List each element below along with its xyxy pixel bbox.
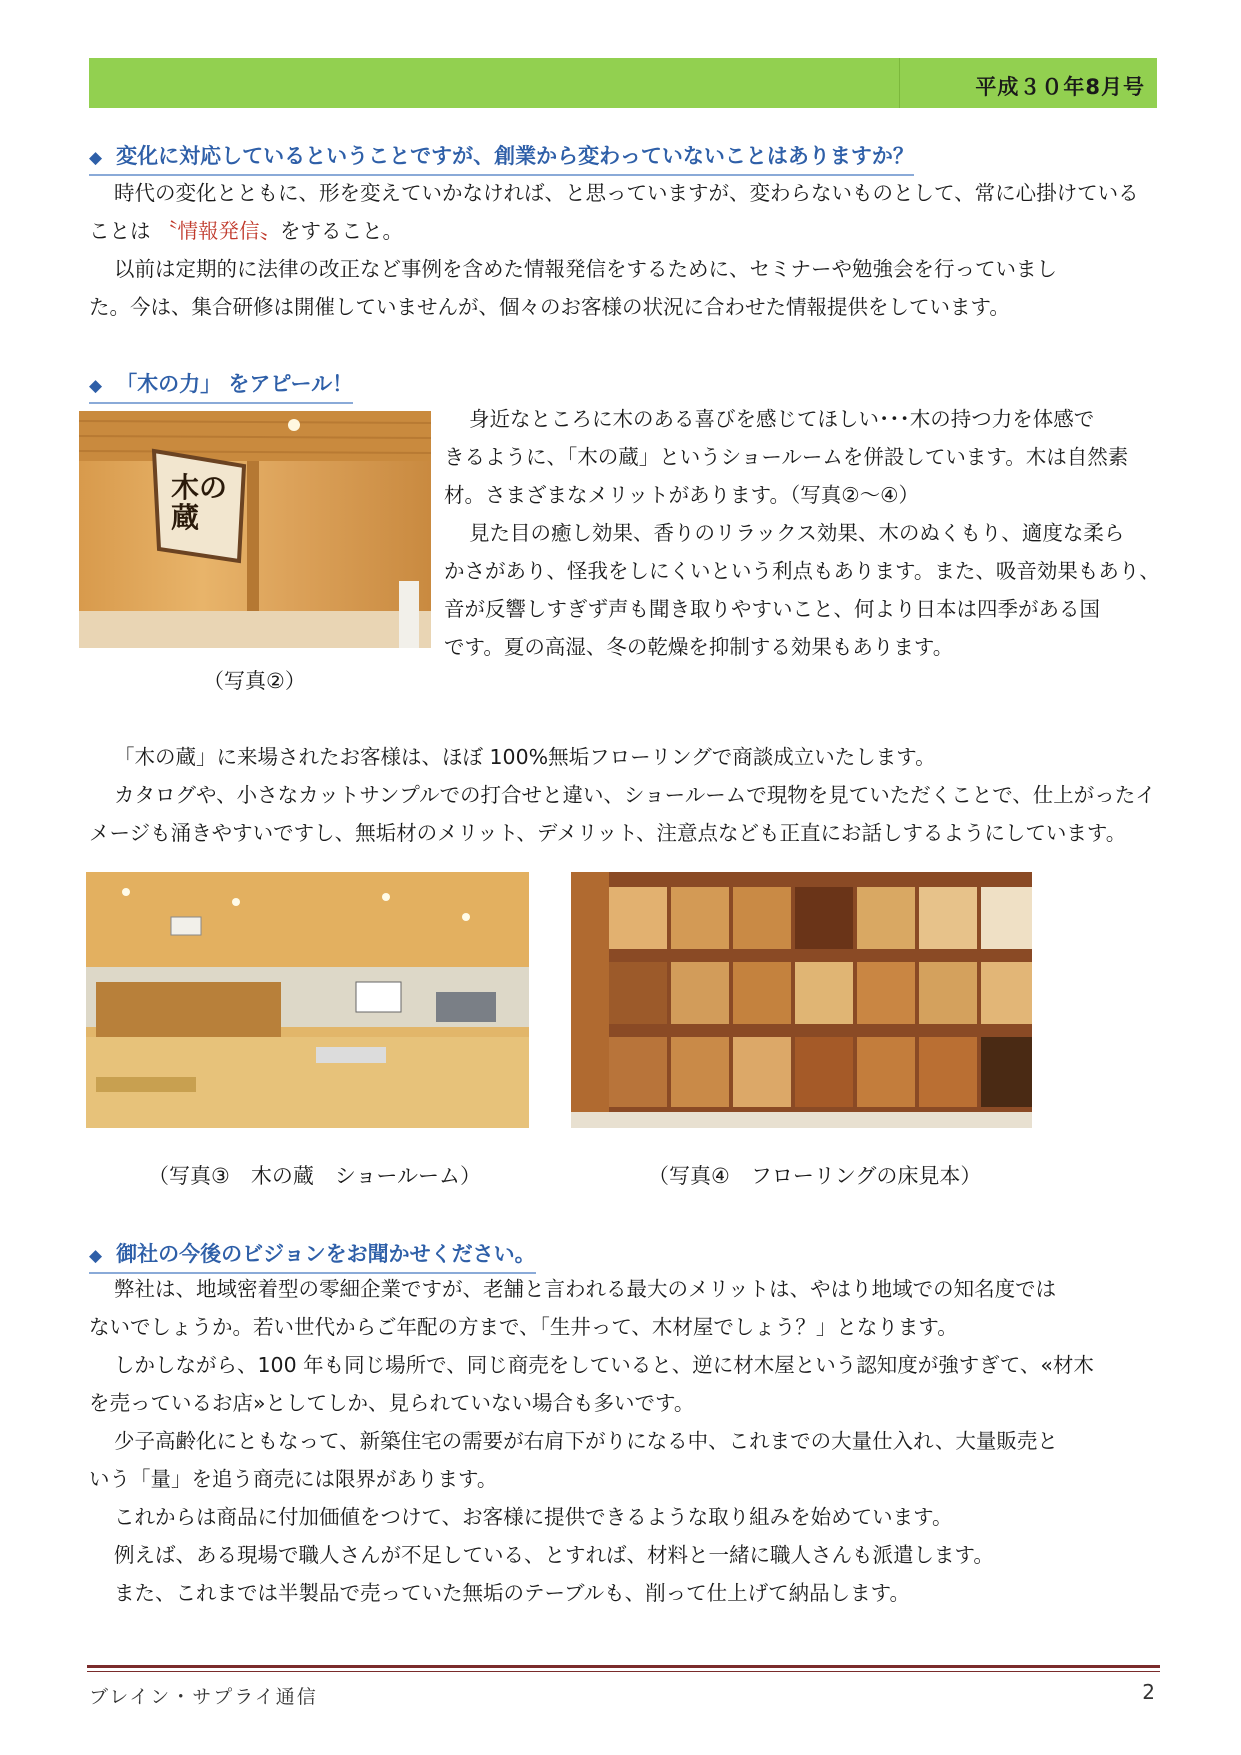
section-heading-change (89, 140, 914, 176)
paragraph-wood-power (444, 400, 1160, 666)
text-line: カタログや、小さなカットサンプルでの打合せと違い、ショールームで現物を見ていただくことで、仕上がったイ (114, 783, 1156, 807)
paragraph (89, 776, 1159, 852)
text-line: です。夏の高湿、冬の乾燥を抑制する効果もあります。 (444, 635, 954, 659)
text-line: これからは商品に付加価値をつけて、お客様に提供できるような取り組みを始めています。 (114, 1505, 953, 1529)
diamond-bullet-icon: ◆ (89, 376, 103, 396)
section-heading-wood (89, 368, 353, 404)
caption-photo4: （写真④ フローリングの床見本） (648, 1164, 982, 1188)
text-line: 身近なところに木のある喜びを感じてほしい･･･木の持つ力を体感で (469, 407, 1095, 431)
issue-label: 平成３０年8月号 (975, 75, 1145, 99)
sign-text: 木の蔵 (171, 471, 228, 534)
text-line: いう「量」を追う商売には限界があります。 (89, 1467, 498, 1491)
text-line: ないでしょうか。若い世代からご年配の方まで、「生井って、木材屋でしょう？」となります。 (89, 1315, 958, 1339)
paragraph (89, 174, 1159, 250)
caption-photo2: （写真②） (203, 669, 306, 693)
text-line: 見た目の癒し効果、香りのリラックス効果、木のぬくもり、適度な柔ら (469, 521, 1125, 545)
heading-text: 「木の力」 をアピール！ (116, 372, 354, 396)
highlight-text: 〝情報発信〟 (157, 219, 281, 243)
text-line: メージも涌きやすいですし、無垢材のメリット、デメリット、注意点なども正直にお話しするようにしています。 (89, 821, 1127, 845)
section-heading-vision (89, 1238, 536, 1274)
heading-text: 御社の今後のビジョンをお聞かせください。 (116, 1242, 536, 1266)
text-line: 少子高齢化にともなって、新築住宅の需要が右肩下がりになる中、これまでの大量仕入れ、大量販売と (114, 1429, 1058, 1453)
text-line: 時代の変化とともに、形を変えていかなければ、と思っていますが、変わらないものとして、常に心掛けている (114, 181, 1139, 205)
text-line: を売っているお店»としてしか、見られていない場合も多いです。 (89, 1391, 695, 1415)
caption-photo3: （写真③ 木の蔵 ショールーム） (148, 1164, 481, 1188)
footer-title: ブレイン・サプライ通信 (89, 1686, 318, 1708)
footer-rule-thin (87, 1671, 1160, 1672)
text-line: 音が反響しすぎず声も聞き取りやすいこと、何より日本は四季がある国 (444, 597, 1100, 621)
text-line: また、これまでは半製品で売っていた無垢のテーブルも、削って仕上げて納品します。 (114, 1581, 911, 1605)
photo-kinokura-sign (79, 411, 431, 648)
text-line: きるように、「木の蔵」というショールームを併設しています。木は自然素 (444, 445, 1129, 469)
text-line: た。今は、集合研修は開催していませんが、個々のお客様の状況に合わせた情報提供をしています。 (89, 295, 1010, 319)
text-line: 「木の蔵」に来場されたお客様は、ほぼ 100%無垢フローリングで商談成立いたします。 (114, 745, 936, 769)
header-bar (89, 58, 1157, 108)
photo-showroom (86, 872, 529, 1128)
text-line: 材。さまざまなメリットがあります。（写真②～④） (444, 483, 920, 507)
footer-rule (87, 1665, 1160, 1668)
heading-text: 変化に対応しているということですが、創業から変わっていないことはありますか？ (116, 144, 914, 168)
text-line: 以前は定期的に法律の改正など事例を含めた情報発信をするために、セミナーや勉強会を行っていまし (114, 257, 1057, 281)
paragraph (89, 250, 1159, 326)
paragraph-vision (89, 1270, 1159, 1612)
paragraph (89, 738, 1159, 776)
text-line: かさがあり、怪我をしにくいという利点もあります。また、吸音効果もあり、 (444, 559, 1160, 583)
page-number: 2 (1142, 1680, 1155, 1704)
text-line: しかしながら、100 年も同じ場所で、同じ商売をしていると、逆に材木屋という認知度が強すぎて、«材木 (114, 1353, 1094, 1377)
diamond-bullet-icon: ◆ (89, 1246, 103, 1266)
header-divider (899, 58, 900, 108)
text-line: 例えば、ある現場で職人さんが不足している、とすれば、材料と一緒に職人さんも派遣します。 (114, 1543, 994, 1567)
diamond-bullet-icon: ◆ (89, 148, 103, 168)
photo-flooring-samples (571, 872, 1032, 1128)
text-line: ことは 〝情報発信〟をすること。 (89, 219, 404, 243)
text-line: 弊社は、地域密着型の零細企業ですが、老舗と言われる最大のメリットは、やはり地域での知名度では (114, 1277, 1057, 1301)
